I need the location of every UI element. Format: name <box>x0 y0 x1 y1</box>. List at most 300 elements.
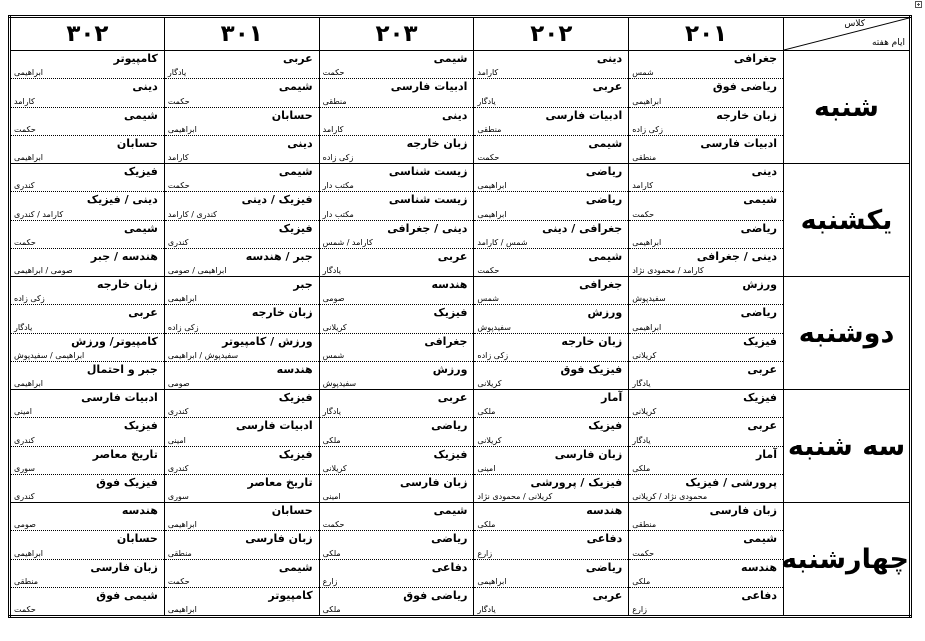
teacher-name: ابراهیمی <box>477 209 507 219</box>
teacher-name: کارامد <box>14 96 35 106</box>
teacher-name: حکمت <box>632 209 655 219</box>
subject-name: دفاعی <box>586 532 623 546</box>
period-slot <box>629 503 783 531</box>
subject-name: شیمی <box>588 249 623 263</box>
subject-name: ادبیات فارسی <box>545 108 623 122</box>
subject-name: جغرافی <box>579 278 623 291</box>
period-slot <box>320 531 474 559</box>
period-slot <box>629 221 783 249</box>
period-list <box>11 390 164 502</box>
teacher-name: حکمت <box>477 266 500 275</box>
teacher-name: کارامد <box>167 153 189 162</box>
subject-name: ادبیات فارسی <box>81 391 158 404</box>
period-slot <box>320 249 474 276</box>
teacher-name: کندری <box>167 237 189 247</box>
teacher-name: حکمت <box>322 520 345 530</box>
period-slot <box>165 418 319 446</box>
period-list <box>11 164 164 276</box>
subject-name: شیمی <box>743 193 778 207</box>
period-slot <box>474 362 628 389</box>
subject-name: ریاضی <box>585 193 623 207</box>
teacher-name: ابراهیمی <box>14 68 44 78</box>
period-list <box>320 503 474 615</box>
subject-name: جبر <box>293 278 313 291</box>
teacher-name: امینی <box>477 463 496 473</box>
period-slot <box>11 447 164 475</box>
subject-name: زبان فارسی <box>245 532 313 546</box>
period-slot <box>629 249 783 276</box>
teacher-name: حکمت <box>167 576 190 586</box>
schedule-cell <box>474 164 629 277</box>
teacher-name: کارامد / کندری <box>14 209 64 219</box>
teacher-name: کریلانی <box>477 435 502 445</box>
teacher-name: یادگار <box>14 322 33 332</box>
subject-name: ورزش <box>587 306 623 320</box>
teacher-name: حکمت <box>14 605 36 614</box>
subject-name: شیمی <box>278 80 313 94</box>
schedule-cell <box>629 390 784 503</box>
subject-name: فیزیک / پرورشی <box>530 475 623 489</box>
subject-name: زبان خارجه <box>97 278 158 291</box>
teacher-name: ملکی <box>632 463 651 473</box>
subject-name: تاریخ معاصر <box>247 475 313 489</box>
period-list <box>629 164 783 276</box>
period-list <box>320 164 474 276</box>
schedule-cell <box>319 390 474 503</box>
teacher-name: ملکی <box>632 576 651 586</box>
teacher-name: شمس <box>322 350 345 360</box>
period-list <box>629 390 783 502</box>
subject-name: جبر / هندسه <box>245 249 313 263</box>
period-slot <box>629 277 783 305</box>
schedule-body <box>10 51 911 617</box>
subject-name: زبان خارجه <box>716 108 778 122</box>
teacher-name: مکتب دار <box>322 209 354 219</box>
period-slot <box>165 560 319 588</box>
subject-name: ورزش / کامپیوتر <box>222 334 313 348</box>
period-slot <box>320 362 474 389</box>
teacher-name: کریلانی <box>632 350 657 360</box>
subject-name: عربی <box>128 306 158 320</box>
subject-name: آمار <box>601 391 623 404</box>
period-slot <box>474 192 628 220</box>
teacher-name: حکمت <box>167 181 190 191</box>
schedule-cell <box>10 164 165 277</box>
subject-name: دینی / فیزیک <box>86 193 158 207</box>
day-row <box>10 503 911 617</box>
subject-name: کامپیوتر <box>268 588 313 602</box>
period-slot <box>165 277 319 305</box>
subject-name: شیمی <box>433 504 468 517</box>
schedule-cell <box>10 277 165 390</box>
teacher-name: کارامد / شمس <box>322 237 373 247</box>
period-list <box>629 277 783 389</box>
period-list <box>474 164 628 276</box>
period-slot <box>474 560 628 588</box>
period-slot <box>11 221 164 249</box>
subject-name: دینی <box>751 165 778 178</box>
subject-name: زبان فارسی <box>554 447 623 461</box>
schedule-cell <box>164 503 319 617</box>
subject-name: عربی <box>592 588 623 602</box>
subject-name: هندسه <box>276 362 313 376</box>
teacher-name: سوری <box>167 492 189 501</box>
subject-name: دینی <box>287 136 313 150</box>
subject-name: جبر و احتمال <box>86 362 158 376</box>
subject-name: شیمی <box>433 52 468 65</box>
period-slot <box>629 531 783 559</box>
subject-name: هندسه <box>741 560 778 574</box>
period-slot <box>11 531 164 559</box>
period-slot <box>474 475 628 502</box>
period-list <box>165 503 319 615</box>
schedule-cell <box>10 390 165 503</box>
class-header: ۳۰۱ <box>164 17 319 51</box>
period-slot <box>11 249 164 276</box>
teacher-name: منطقی <box>322 96 347 106</box>
day-row <box>10 164 911 277</box>
period-slot <box>474 305 628 333</box>
subject-name: ریاضی <box>740 306 778 320</box>
subject-name: دینی <box>132 80 158 94</box>
subject-name: زبان خارجه <box>406 136 468 150</box>
period-slot <box>11 79 164 107</box>
subject-name: جغرافی <box>733 52 778 65</box>
period-slot <box>11 51 164 79</box>
schedule-cell <box>10 51 165 164</box>
period-slot <box>165 164 319 192</box>
teacher-name: ملکی <box>322 435 341 445</box>
subject-name: ورزش <box>742 278 778 291</box>
period-slot <box>11 418 164 446</box>
period-list <box>320 390 474 502</box>
period-list <box>474 51 628 163</box>
teacher-name: یادگار <box>632 379 651 388</box>
subject-name: فیزیک <box>278 391 313 404</box>
teacher-name: کارامد / محمودی نژاد <box>632 266 704 275</box>
teacher-name: منطقی <box>167 548 192 558</box>
teacher-name: امینی <box>322 492 341 501</box>
teacher-name: سفیدپوش / ابراهیمی <box>167 350 239 360</box>
teacher-name: یادگار <box>322 407 341 417</box>
period-slot <box>11 136 164 163</box>
period-slot <box>165 475 319 502</box>
teacher-name: سفیدپوش <box>477 322 511 332</box>
schedule-cell <box>10 503 165 617</box>
period-list <box>629 503 783 615</box>
teacher-name: منطقی <box>632 153 657 162</box>
class-header: ۳۰۲ <box>10 17 165 51</box>
subject-name: عربی <box>437 391 468 404</box>
period-slot <box>629 418 783 446</box>
teacher-name: حکمت <box>632 548 655 558</box>
subject-name: ریاضی فوق <box>403 588 468 602</box>
schedule-cell <box>164 164 319 277</box>
subject-name: حسابان <box>271 108 313 122</box>
schedule-cell <box>474 51 629 164</box>
subject-name: ریاضی <box>585 165 623 178</box>
period-slot <box>629 390 783 418</box>
period-slot <box>629 560 783 588</box>
subject-name: حسابان <box>116 136 158 150</box>
teacher-name: ابراهیمی <box>167 605 197 614</box>
period-slot <box>165 362 319 389</box>
period-list <box>629 51 783 163</box>
teacher-name: شمس <box>632 68 654 78</box>
teacher-name: کارامد <box>632 181 654 191</box>
period-slot <box>320 108 474 136</box>
subject-name: فیزیک <box>433 447 468 461</box>
schedule-cell <box>164 51 319 164</box>
period-slot <box>165 390 319 418</box>
teacher-name: ملکی <box>322 548 341 558</box>
teacher-name: کارامد <box>322 124 344 134</box>
period-slot <box>474 164 628 192</box>
teacher-name: کندری <box>14 492 35 501</box>
subject-name: هندسه <box>431 278 468 291</box>
subject-name: دفاعی <box>741 588 778 602</box>
teacher-name: یادگار <box>632 435 651 445</box>
subject-name: زبان خارجه <box>561 334 623 348</box>
subject-name: فیزیک <box>588 419 623 433</box>
period-slot <box>474 418 628 446</box>
subject-name: زبان فارسی <box>709 504 778 517</box>
teacher-name: محمودی نژاد / کریلانی <box>632 492 708 501</box>
teacher-name: ملکی <box>477 520 496 530</box>
subject-name: ادبیات فارسی <box>235 419 313 433</box>
teacher-name: صومی / ابراهیمی <box>14 266 73 275</box>
period-slot <box>320 447 474 475</box>
weekly-schedule-table <box>8 15 912 618</box>
subject-name: زبان فارسی <box>90 560 158 574</box>
teacher-name: کریلانی <box>477 379 502 388</box>
subject-name: فیزیک <box>123 419 158 433</box>
teacher-name: منطقی <box>632 520 657 530</box>
corner-class-label: کلاس <box>844 19 865 29</box>
teacher-name: حکمت <box>167 96 190 106</box>
period-slot <box>11 108 164 136</box>
subject-name: شیمی <box>124 221 158 235</box>
period-slot <box>320 221 474 249</box>
teacher-name: ابراهیمی <box>632 96 662 106</box>
subject-name: هندسه <box>121 504 158 517</box>
subject-name: شیمی <box>278 560 313 574</box>
subject-name: هندسه <box>586 504 623 517</box>
teacher-name: ابراهیمی <box>167 294 197 304</box>
teacher-name: سفیدپوش <box>632 294 666 304</box>
teacher-name: زکی زاده <box>477 350 509 360</box>
teacher-name: امینی <box>167 435 186 445</box>
period-slot <box>629 108 783 136</box>
period-slot <box>629 334 783 362</box>
period-slot <box>165 334 319 362</box>
teacher-name: یادگار <box>167 68 187 78</box>
period-slot <box>165 588 319 615</box>
period-slot <box>320 390 474 418</box>
header-row <box>10 17 911 51</box>
teacher-name: سوری <box>14 463 35 473</box>
class-header: ۲۰۲ <box>474 17 629 51</box>
teacher-name: ابراهیمی / صومی <box>167 266 227 275</box>
period-slot <box>320 164 474 192</box>
period-slot <box>165 249 319 276</box>
schedule-cell <box>474 277 629 390</box>
period-slot <box>474 221 628 249</box>
period-slot <box>629 305 783 333</box>
period-slot <box>165 221 319 249</box>
period-slot <box>11 475 164 502</box>
period-list <box>320 51 474 163</box>
period-slot <box>320 588 474 615</box>
schedule-cell <box>164 390 319 503</box>
subject-name: عربی <box>437 249 468 263</box>
teacher-name: کندری <box>167 463 189 473</box>
teacher-name: ملکی <box>477 407 496 417</box>
schedule-cell <box>164 277 319 390</box>
teacher-name: کندری <box>167 407 189 417</box>
period-slot <box>474 531 628 559</box>
teacher-name: کندری <box>14 435 35 445</box>
subject-name: ادبیات فارسی <box>390 80 468 94</box>
subject-name: آمار <box>755 447 778 461</box>
subject-name: ریاضی <box>431 419 468 433</box>
period-slot <box>320 503 474 531</box>
period-slot <box>474 447 628 475</box>
subject-name: جغرافی <box>424 334 468 348</box>
period-slot <box>474 390 628 418</box>
subject-name: ریاضی <box>585 560 623 574</box>
teacher-name: کندری <box>14 181 35 191</box>
day-row <box>10 390 911 503</box>
period-list <box>11 503 164 615</box>
period-slot <box>629 362 783 389</box>
subject-name: فیزیک <box>743 391 778 404</box>
period-slot <box>11 334 164 362</box>
teacher-name: زکی زاده <box>322 153 354 162</box>
subject-name: فیزیک <box>278 221 313 235</box>
teacher-name: کارامد <box>477 68 499 78</box>
subject-name: فیزیک <box>433 306 468 320</box>
teacher-name: ابراهیمی <box>14 379 44 388</box>
teacher-name: کریلانی <box>322 463 347 473</box>
period-slot <box>320 475 474 502</box>
period-slot <box>11 164 164 192</box>
teacher-name: شمس / کارامد <box>477 237 528 247</box>
period-list <box>320 277 474 389</box>
teacher-name: صومی <box>14 520 36 530</box>
teacher-name: ملکی <box>322 605 341 614</box>
teacher-name: یادگار <box>477 605 496 614</box>
period-slot <box>165 136 319 163</box>
subject-name: فیزیک / دینی <box>241 193 313 207</box>
class-header: ۲۰۱ <box>629 17 784 51</box>
day-name: چهارشنبه <box>784 503 911 617</box>
teacher-name: ابراهیمی <box>14 548 44 558</box>
subject-name: دینی / جغرافی <box>696 249 778 263</box>
page-corner-mark <box>915 1 922 8</box>
subject-name: ریاضی فوق <box>712 80 778 94</box>
teacher-name: حکمت <box>477 153 500 162</box>
teacher-name: ابراهیمی <box>632 237 662 247</box>
period-slot <box>320 79 474 107</box>
schedule-cell <box>319 164 474 277</box>
subject-name: شیمی <box>743 532 778 546</box>
period-slot <box>629 475 783 502</box>
subject-name: دفاعی <box>431 560 468 574</box>
period-slot <box>165 531 319 559</box>
subject-name: دینی <box>596 52 623 65</box>
period-list <box>165 51 319 163</box>
teacher-name: زارع <box>632 605 647 614</box>
day-name: شنبه <box>784 51 911 164</box>
schedule-cell <box>629 51 784 164</box>
teacher-name: حکمت <box>14 237 36 247</box>
period-slot <box>320 418 474 446</box>
subject-name: فیزیک فوق <box>96 475 158 489</box>
subject-name: ادبیات فارسی <box>700 136 778 150</box>
teacher-name: زکی زاده <box>167 322 199 332</box>
period-list <box>474 277 628 389</box>
period-slot <box>165 108 319 136</box>
corner-header-cell <box>784 17 911 51</box>
subject-name: فیزیک فوق <box>560 362 623 376</box>
subject-name: پرورشی / فیزیک <box>685 475 778 489</box>
subject-name: فیزیک <box>743 334 778 348</box>
period-slot <box>11 362 164 389</box>
teacher-name: ابراهیمی <box>632 322 662 332</box>
subject-name: ریاضی <box>740 221 778 235</box>
period-slot <box>320 192 474 220</box>
teacher-name: ابراهیمی <box>477 181 507 191</box>
period-slot <box>629 588 783 615</box>
subject-name: ریاضی <box>431 532 468 546</box>
period-slot <box>165 51 319 79</box>
subject-name: زبان فارسی <box>399 475 468 489</box>
teacher-name: ابراهیمی <box>167 520 197 530</box>
period-slot <box>629 447 783 475</box>
period-slot <box>11 560 164 588</box>
subject-name: زبان خارجه <box>251 306 313 320</box>
subject-name: فیزیک <box>123 165 158 178</box>
class-header: ۲۰۳ <box>319 17 474 51</box>
subject-name: دینی <box>442 108 468 122</box>
period-slot <box>165 79 319 107</box>
teacher-name: سفیدپوش <box>322 379 357 388</box>
subject-name: حسابان <box>116 532 158 546</box>
period-list <box>11 277 164 389</box>
period-list <box>165 277 319 389</box>
schedule-cell <box>319 277 474 390</box>
period-slot <box>11 588 164 615</box>
period-slot <box>474 249 628 276</box>
period-slot <box>320 334 474 362</box>
teacher-name: صومی <box>322 294 345 304</box>
teacher-name: کریلانی / محمودی نژاد <box>477 492 553 501</box>
day-row <box>10 277 911 390</box>
day-row <box>10 51 911 164</box>
period-slot <box>629 79 783 107</box>
teacher-name: ابراهیمی / سفیدپوش <box>14 350 85 360</box>
period-slot <box>320 305 474 333</box>
period-list <box>11 51 164 163</box>
teacher-name: منطقی <box>14 576 38 586</box>
teacher-name: کریلانی <box>632 407 657 417</box>
subject-name: شیمی <box>588 136 623 150</box>
teacher-name: مکتب دار <box>322 181 354 191</box>
teacher-name: ابراهیمی <box>14 153 44 162</box>
period-slot <box>474 51 628 79</box>
schedule-cell <box>629 503 784 617</box>
